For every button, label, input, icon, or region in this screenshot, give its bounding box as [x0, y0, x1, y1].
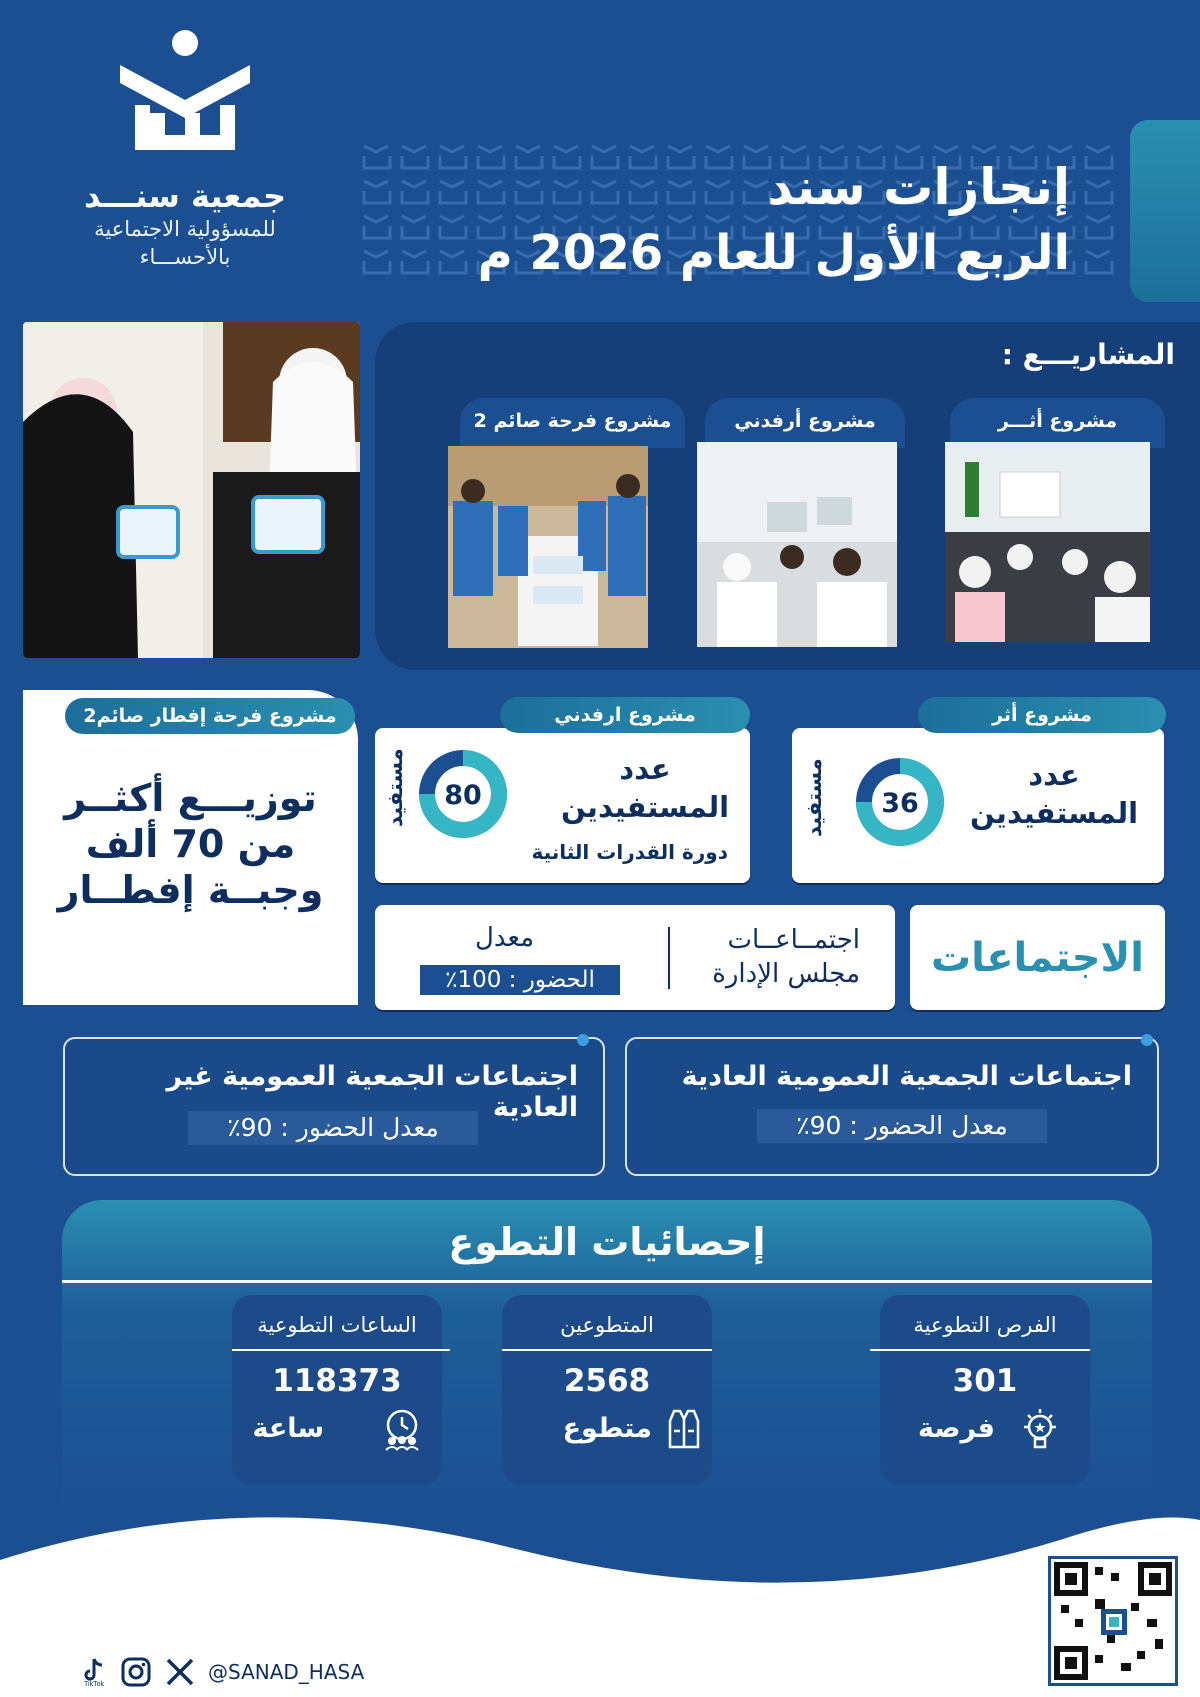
volunteer-card-hours	[232, 1295, 442, 1485]
athar-donut	[854, 756, 946, 848]
board-l1: اجتمــاعــات	[727, 925, 860, 955]
card-dot	[577, 1034, 589, 1046]
vest-icon	[662, 1407, 706, 1451]
extraordinary-assembly-title: اجتماعات الجمعية العمومية غير العادية	[166, 1061, 578, 1123]
board-rate-value: الحضور : 100٪	[420, 965, 620, 995]
meals-summary	[23, 775, 358, 913]
arfidni-donut	[417, 748, 509, 840]
meals-line-1: توزيـــع أكثــر	[64, 776, 317, 820]
volunteer-stats-panel	[62, 1200, 1152, 1510]
athar-title-l2: المستفيدين	[969, 796, 1139, 830]
arfidni-tab: مشروع ارفدني	[500, 697, 750, 733]
extraordinary-assembly-rate: معدل الحضور : 90٪	[188, 1111, 478, 1145]
board-l2: مجلس الإدارة	[712, 959, 860, 989]
instagram-icon[interactable]	[120, 1656, 152, 1688]
divider	[870, 1349, 1090, 1351]
meetings-title-card	[910, 905, 1165, 1010]
arfidni-title-l1: عدد	[619, 752, 671, 786]
athar-value: 36	[881, 788, 919, 819]
volunteer-card-opportunities	[880, 1295, 1090, 1485]
project-arfidni-photo	[697, 442, 897, 647]
board-meetings-label	[712, 923, 860, 991]
athar-unit: مستفيد	[802, 758, 826, 837]
card-dot	[1141, 1034, 1153, 1046]
title-accent-tab	[1130, 120, 1200, 302]
hours-label: الساعات التطوعية	[257, 1313, 417, 1337]
arfidni-title-l2: المستفيدين	[560, 790, 730, 824]
ordinary-assembly-title: اجتماعات الجمعية العمومية العادية	[681, 1061, 1132, 1092]
divider	[668, 927, 670, 989]
project-farha-tab: مشروع فرحة صائم 2	[460, 398, 685, 448]
projects-label: المشاريـــع :	[1001, 338, 1175, 371]
org-subtitle: للمسؤولية الاجتماعية	[94, 217, 276, 241]
tiktok-label: TikTok	[84, 1681, 104, 1687]
board-rate-label: معدل	[475, 923, 535, 953]
athar-title-l1: عدد	[1028, 758, 1080, 792]
meals-line-3: وجبــة إفطــار	[57, 868, 324, 912]
project-arfidni-tab: مشروع أرفدني	[705, 398, 905, 448]
arfidni-stat-card	[375, 728, 750, 883]
volunteers-unit: متطوع	[562, 1413, 652, 1444]
org-location: بالأحســـاء	[139, 245, 231, 269]
divider	[232, 1349, 450, 1351]
page-subtitle: الربع الأول للعام 2026 م	[477, 225, 1070, 281]
divider	[62, 1280, 1152, 1283]
board-meetings-card	[375, 905, 895, 1010]
arfidni-beneficiaries-title	[560, 750, 730, 826]
lightbulb-icon	[1018, 1407, 1062, 1451]
ceremony-photo	[23, 322, 360, 658]
ordinary-assembly-rate: معدل الحضور : 90٪	[757, 1109, 1047, 1143]
volunteers-label: المتطوعين	[560, 1313, 654, 1337]
x-icon[interactable]	[164, 1656, 196, 1688]
farha-tab: مشروع فرحة إفطار صائم2	[65, 698, 355, 734]
page-title: إنجازات سند	[767, 158, 1070, 216]
opportunities-unit: فرصة	[918, 1413, 995, 1444]
ordinary-assembly-card	[625, 1037, 1159, 1176]
volunteer-title: إحصائيات التطوع	[448, 1220, 766, 1264]
volunteer-card-volunteers	[502, 1295, 712, 1485]
volunteers-value: 2568	[563, 1363, 651, 1399]
athar-tab: مشروع أثر	[918, 697, 1166, 733]
arfidni-unit: مستفيد	[383, 748, 407, 827]
social-links	[80, 1655, 364, 1689]
project-athar-photo	[945, 442, 1150, 642]
sanad-logo-mark	[110, 25, 260, 165]
project-athar-tab: مشروع أثـــر	[950, 398, 1165, 448]
athar-stat-card	[792, 728, 1164, 883]
farha-meals-card	[23, 690, 358, 1005]
org-name: جمعية سنـــد	[83, 177, 286, 215]
org-logo	[60, 25, 310, 285]
social-handle[interactable]: @SANAD_HASA	[208, 1660, 365, 1684]
tiktok-icon[interactable]	[80, 1657, 108, 1687]
hours-value: 118373	[272, 1363, 402, 1399]
meals-line-2: من 70 ألف	[85, 822, 296, 866]
opportunities-value: 301	[952, 1363, 1018, 1399]
extraordinary-assembly-card	[63, 1037, 605, 1176]
opportunities-label: الفرص التطوعية	[913, 1313, 1057, 1337]
arfidni-value: 80	[444, 780, 482, 811]
qr-code[interactable]	[1048, 1556, 1178, 1686]
project-farha-photo	[448, 446, 648, 648]
hours-unit: ساعة	[252, 1413, 324, 1444]
arfidni-note: دورة القدرات الثانية	[531, 840, 728, 864]
clock-people-icon	[380, 1407, 424, 1451]
meetings-title: الاجتماعات	[930, 934, 1145, 981]
divider	[502, 1349, 712, 1351]
title-band	[360, 120, 1200, 300]
athar-beneficiaries-title	[969, 756, 1139, 832]
